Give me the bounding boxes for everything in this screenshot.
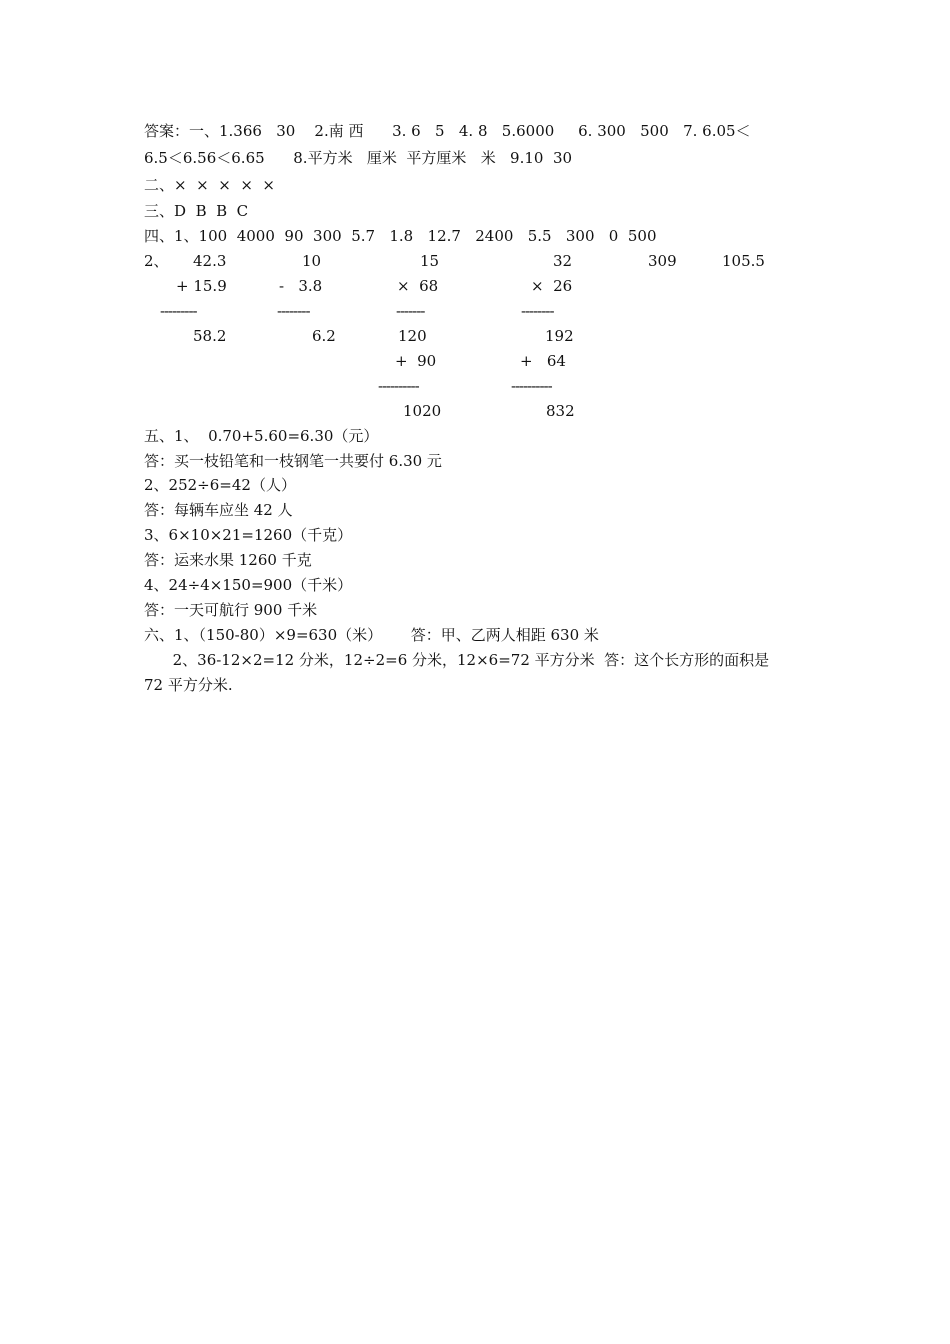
section-5-line-5: 3、6×10×21=1260（千克） [144, 526, 353, 544]
calc-4-rule: -------- [521, 302, 554, 320]
section-5-line-2: 答：买一枝铅笔和一枝钢笔一共要付 6.30 元 [144, 452, 442, 470]
calc-4-operand: × 26 [531, 277, 573, 295]
section-6-line-1: 六、1、（150-80）×9=630（米） 答：甲、乙两人相距 630 米 [144, 626, 599, 644]
calc-4-rule-2: ---------- [511, 377, 552, 395]
section-6-line-3: 72 平方分米. [144, 676, 233, 694]
section-5-line-7: 4、24÷4×150=900（千米） [144, 576, 353, 594]
section-1-line-1: 答案：一、1.366 30 2.南 西 3. 6 5 4. 8 5.6000 6. 300 500 7. 6.05＜ [144, 122, 751, 140]
calc-3-partial-2: + 90 [395, 352, 437, 370]
calc-5-result: 309 [648, 252, 677, 270]
calc-6-result: 105.5 [722, 252, 765, 270]
calc-3-operand: × 68 [397, 277, 439, 295]
calc-3-result: 1020 [403, 402, 442, 420]
section-5-line-4: 答：每辆车应坐 42 人 [144, 501, 293, 519]
section-5-line-1: 五、1、 0.70+5.60=6.30（元） [144, 427, 379, 445]
section-6-line-2: 2、36-12×2=12 分米，12÷2=6 分米，12×6=72 平方分米 答：这个长方形的面积是 [144, 651, 770, 669]
section-4-label-2: 2、 [144, 252, 169, 270]
section-5-line-8: 答：一天可航行 900 千米 [144, 601, 318, 619]
calc-4-result: 832 [546, 402, 575, 420]
calc-3-partial-1: 120 [398, 327, 427, 345]
section-5-line-6: 答：运来水果 1260 千克 [144, 551, 312, 569]
section-2-line: 二、× × × × × [144, 176, 275, 194]
calc-3-rule: ------- [396, 302, 425, 320]
calc-1-result: 58.2 [193, 327, 227, 345]
calc-2-top: 10 [302, 252, 322, 270]
calc-4-top: 32 [553, 252, 573, 270]
calc-3-top: 15 [420, 252, 440, 270]
calc-2-rule: -------- [277, 302, 310, 320]
section-1-line-2: 6.5＜6.56＜6.65 8.平方米 厘米 平方厘米 米 9.10 30 [144, 149, 573, 167]
calc-1-rule: --------- [160, 302, 197, 320]
calc-2-operand: - 3.8 [279, 277, 323, 295]
calc-4-partial-1: 192 [545, 327, 574, 345]
section-4-line-1: 四、1、100 4000 90 300 5.7 1.8 12.7 2400 5.5 300 0 500 [144, 227, 657, 245]
calc-3-rule-2: ---------- [378, 377, 419, 395]
calc-1-top: 42.3 [193, 252, 227, 270]
section-3-line: 三、D B B C [144, 202, 249, 220]
calc-4-partial-2: + 64 [520, 352, 566, 370]
calc-2-result: 6.2 [312, 327, 336, 345]
section-5-line-3: 2、252÷6=42（人） [144, 476, 296, 494]
calc-1-operand: + 15.9 [176, 277, 227, 295]
